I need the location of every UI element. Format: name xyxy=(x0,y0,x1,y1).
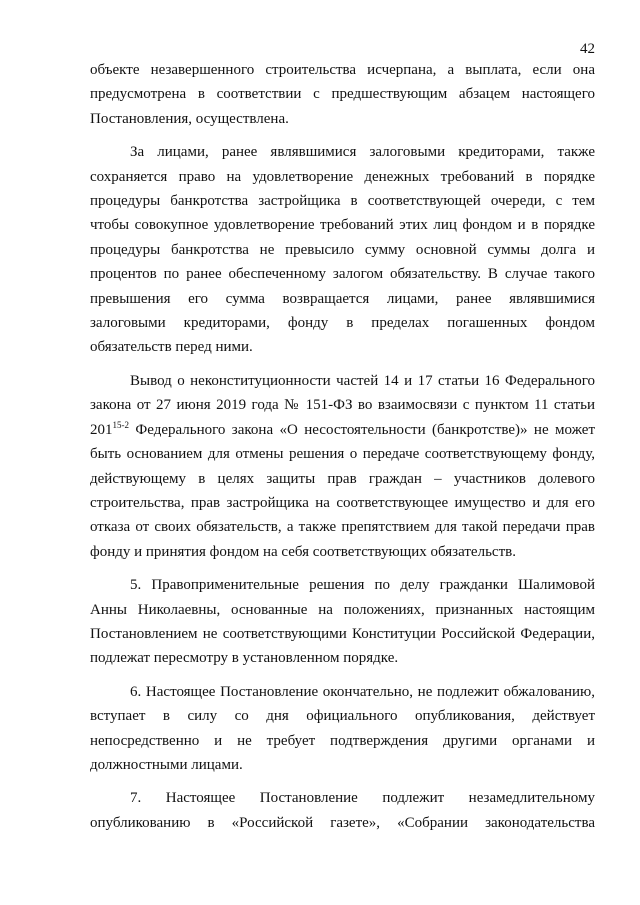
text-line: превышения его сумма возвращается лицами, ранее являвшимися xyxy=(90,290,595,307)
text-line: обязательств перед ними. xyxy=(90,339,253,356)
text-line xyxy=(90,418,595,442)
text-line: отказа от своих обязательств, а также препятствием для такой передачи прав xyxy=(90,519,595,536)
text-line: объекте незавершенного строительства исчерпана, а выплата, если она xyxy=(90,62,595,78)
paragraph xyxy=(90,786,595,835)
article-superscript: 15-2 xyxy=(112,419,129,430)
paragraph xyxy=(90,58,595,131)
paragraph xyxy=(90,573,595,671)
text-line: процедуры банкротства застройщика в соответствующей очереди, с тем xyxy=(90,193,595,210)
text-line: процедуры банкротства не превысило сумму основной суммы долга и xyxy=(90,241,595,258)
text-line: предусмотрена в соответствии с предшествующим абзацем настоящего xyxy=(90,86,595,103)
paragraph xyxy=(90,369,595,564)
text-line: Постановлением не соответствующими Конституции Российской Федерации, xyxy=(90,625,595,642)
text-line: подлежат пересмотру в установленном порядке. xyxy=(90,650,399,667)
text-line: опубликованию в «Российской газете», «Собрании законодательства xyxy=(90,814,595,831)
text-line: 7. Настоящее Постановление подлежит незамедлительному xyxy=(130,790,595,807)
line-text: Федерального закона «О несостоятельности (банкротстве)» не может xyxy=(129,421,595,438)
text-line: Вывод о неконституционности частей 14 и 17 статьи 16 Федерального xyxy=(130,372,595,389)
text-line: действующему в целях защиты прав граждан – участников долевого xyxy=(90,470,595,487)
text-line: фонду и принятия фондом на себя соответствующих обязательств. xyxy=(90,543,516,560)
text-line: вступает в силу со дня официального опубликования, действует xyxy=(90,708,595,725)
text-line: 5. Правоприменительные решения по делу гражданки Шалимовой xyxy=(130,577,595,594)
text-line: Постановления, осуществлена. xyxy=(90,110,289,127)
paragraph xyxy=(90,140,595,360)
paragraph xyxy=(90,680,595,778)
text-line: строительства, прав застройщика на соответствующее имущество и для его xyxy=(90,494,595,511)
text-line: сохраняется право на удовлетворение денежных требований в порядке xyxy=(90,168,595,185)
article-number: 201 xyxy=(90,421,113,438)
text-line: процентов по ранее обеспеченному залогом обязательству. В случае такого xyxy=(90,266,595,283)
document-body xyxy=(90,58,595,844)
text-line: 6. Настоящее Постановление окончательно, не подлежит обжалованию, xyxy=(130,683,595,700)
text-line: Анны Николаевны, основанные на положениях, признанных настоящим xyxy=(90,601,595,618)
text-line: За лицами, ранее являвшимися залоговыми кредиторами, также xyxy=(130,144,595,161)
text-line: залоговыми кредиторами, фонду в пределах погашенных фондом xyxy=(90,315,595,332)
text-line: закона от 27 июня 2019 года № 151-ФЗ во взаимосвязи с пунктом 11 статьи xyxy=(90,397,595,414)
text-line: непосредственно и не требует подтверждения другими органами и xyxy=(90,732,595,749)
text-line: быть основанием для отмены решения о передаче соответствующему фонду, xyxy=(90,446,595,463)
text-line: должностными лицами. xyxy=(90,756,243,773)
text-line: чтобы совокупное удовлетворение требований этих лиц фондом и в порядке xyxy=(90,217,595,234)
page-number: 42 xyxy=(580,41,595,57)
